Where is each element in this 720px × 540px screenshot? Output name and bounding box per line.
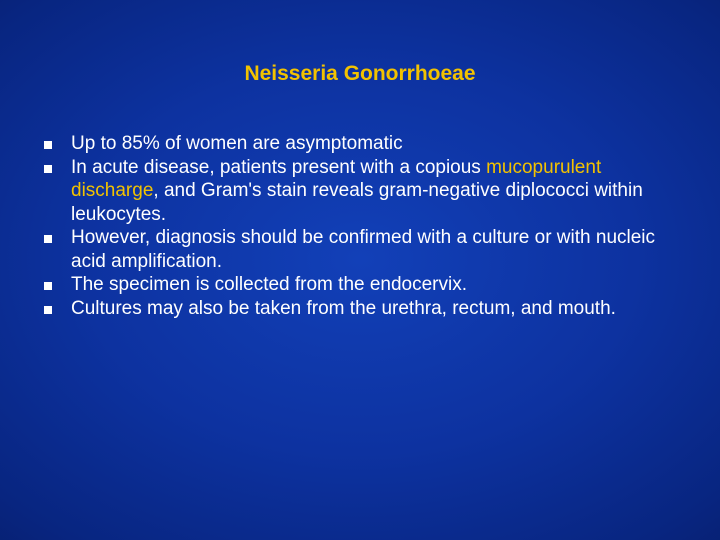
bullet-item — [44, 297, 684, 321]
bullet-item — [44, 226, 684, 273]
bullet-item — [44, 156, 684, 227]
bullet-item — [44, 132, 684, 156]
slide-title: Neisseria Gonorrhoeae — [244, 62, 476, 85]
bullet-text: The specimen is collected from the endocervix. — [71, 274, 468, 295]
square-bullet-icon — [44, 141, 52, 149]
bullet-text: Up to 85% of women are asymptomatic — [71, 133, 403, 154]
highlighted-term: mucopurulent discharge — [71, 156, 602, 201]
bullet-text: Cultures may also be taken from the urethra, rectum, and mouth. — [71, 297, 616, 319]
bullet-text: However, diagnosis should be confirmed with a culture or with nucleic acid amplification. — [71, 227, 656, 272]
square-bullet-icon — [44, 235, 52, 243]
square-bullet-icon — [44, 306, 52, 314]
square-bullet-icon — [44, 165, 52, 173]
bullet-text-before: In acute disease, patients present with a copious — [71, 156, 487, 178]
bullet-item — [44, 273, 684, 297]
bullet-list — [44, 132, 684, 320]
bullet-text-after: , and Gram's stain reveals gram-negative diplococci within leukocytes. — [71, 180, 643, 225]
square-bullet-icon — [44, 282, 52, 290]
